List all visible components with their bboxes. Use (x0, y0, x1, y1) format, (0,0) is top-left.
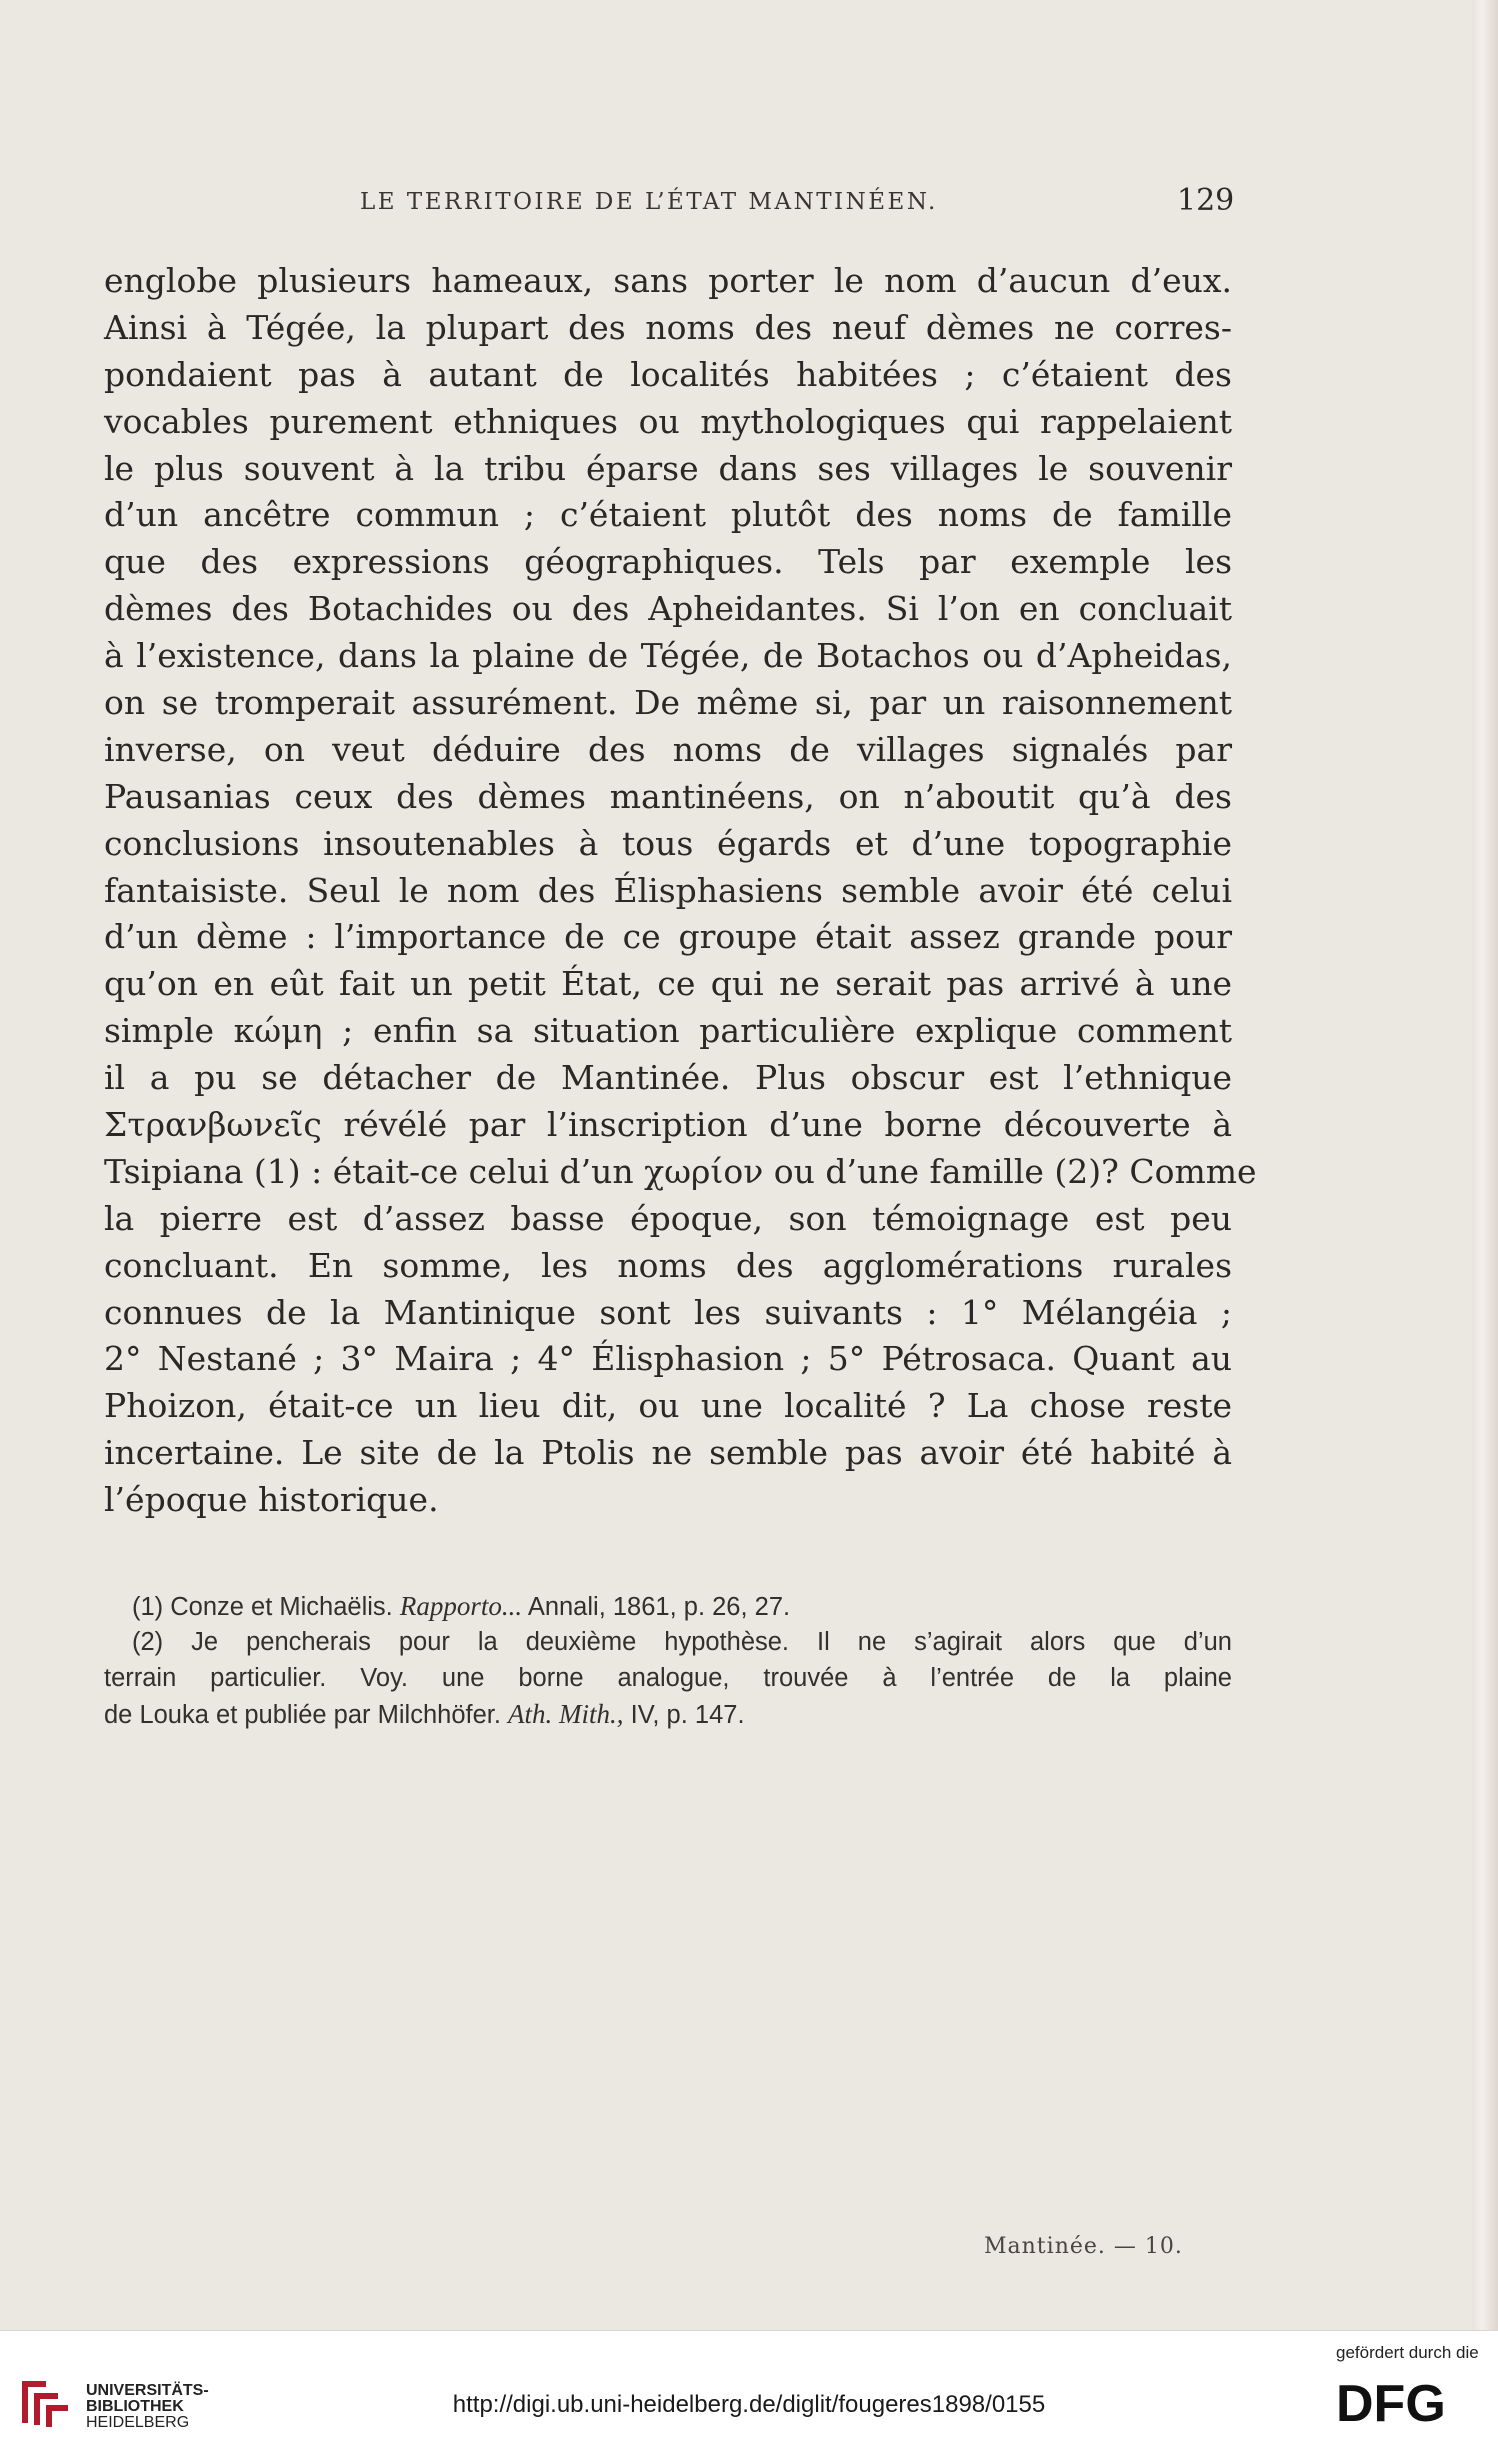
footnote-1-title: Rapporto... (399, 1591, 523, 1621)
text-line: Phoizon, était-ce un lieu dit, ou une localité ? La chose reste (104, 1386, 1232, 1426)
dfg-logo-icon[interactable] (1336, 2375, 1480, 2427)
footnote-1-reference: Annali, 1861, p. 26, 27. (527, 1593, 791, 1621)
footnote-2-line: terrain particulier. Voy. une borne analogue, trouvée à l’entrée de la plaine (104, 1664, 1232, 1692)
text-line: inverse, on veut déduire des noms de villages signalés par (104, 729, 1232, 769)
text-line: conclusions insoutenables à tous égards et d’une topographie (104, 823, 1232, 863)
text-line: englobe plusieurs hameaux, sans porter le nom d’aucun d’eux. (104, 261, 1232, 300)
text-line: simple κώμη ; enfin sa situation particulière explique comment (104, 1011, 1232, 1051)
text-line: que des expressions géographiques. Tels par exemple les (104, 542, 1232, 582)
text-line: la pierre est d’assez basse époque, son témoignage est peu (104, 1198, 1232, 1238)
permalink-url[interactable]: http://digi.ub.uni-heidelberg.de/diglit/fougeres1898/0155 (452, 2391, 1046, 2418)
text-line: pondaient pas à autant de localités habitées ; c’étaient des (104, 354, 1232, 394)
text-line: concluant. En somme, les noms des agglomérations rurales (104, 1245, 1232, 1285)
footer-bar (0, 2330, 1498, 2438)
text-line: vocables purement ethniques ou mythologiques qui rappelaient (104, 401, 1232, 441)
text-line: l’époque historique. (104, 1480, 439, 1520)
text-line: d’un dème : l’importance de ce groupe était assez grande pour (104, 917, 1232, 957)
body-text (104, 258, 1257, 1524)
footnote-2-line: (2) Je pencherais pour la deuxième hypothèse. Il ne s’agirait alors que d’un (132, 1628, 1232, 1656)
funding-caption: gefördert durch die (1336, 2343, 1479, 2362)
printer-signature: Mantinée. — 10. (984, 2234, 1183, 2259)
text-line: Tsipiana (1) : était-ce celui d’un χωρίον ou d’une famille (2)? Comme (104, 1151, 1257, 1191)
footnote-2-title: Ath. Mith., (508, 1699, 624, 1729)
text-line: fantaisiste. Seul le nom des Élisphasiens semble avoir été celui (104, 870, 1232, 910)
text-line: on se tromperait assurément. De même si, par un raisonnement (104, 683, 1232, 723)
text-line: le plus souvent à la tribu éparse dans ses villages le souvenir (104, 448, 1232, 488)
text-line: Ainsi à Tégée, la plupart des noms des neuf dèmes ne corres- (104, 307, 1232, 347)
text-line: connues de la Mantinique sont les suivants : 1° Mélangéia ; (104, 1292, 1232, 1332)
library-name-line: BIBLIOTHEK (86, 2398, 184, 2415)
footnote-2-text: de Louka et publiée par Milchhöfer. (104, 1701, 501, 1729)
text-line: dèmes des Botachides ou des Apheidantes. Si l’on en concluait (104, 589, 1232, 629)
footnote-1-text: (1) Conze et Michaëlis. (132, 1593, 393, 1621)
footnote-1 (104, 1588, 1232, 1624)
text-line: d’un ancêtre commun ; c’étaient plutôt des noms de famille (104, 495, 1232, 535)
library-name-line: UNIVERSITÄTS- (86, 2382, 209, 2399)
footnote-2-reference: IV, p. 147. (630, 1701, 745, 1729)
running-head (0, 183, 1498, 223)
page-number: 129 (1177, 183, 1235, 218)
text-line: il a pu se détacher de Mantinée. Plus obscur est l’ethnique (104, 1058, 1232, 1098)
footnote-2-line (104, 1696, 1232, 1732)
running-title: LE TERRITOIRE DE L’ÉTAT MANTINÉEN. (360, 189, 938, 215)
text-line: Στρανβωνεῖς révélé par l’inscription d’une borne découverte à (104, 1105, 1232, 1145)
text-line: 2° Nestané ; 3° Maira ; 4° Élisphasion ; 5° Pétrosaca. Quant au (104, 1339, 1232, 1379)
footnotes (104, 1588, 1232, 1732)
text-line: à l’existence, dans la plaine de Tégée, de Botachos ou d’Apheidas, (104, 636, 1232, 676)
page-edge (1472, 0, 1498, 2330)
library-name-line: HEIDELBERG (86, 2414, 190, 2431)
text-line: qu’on en eût fait un petit État, ce qui ne serait pas arrivé à une (104, 964, 1232, 1004)
text-line: incertaine. Le site de la Ptolis ne semble pas avoir été habité à (104, 1433, 1232, 1473)
dfg-logo-text: DFG (1336, 2375, 1446, 2427)
text-line: Pausanias ceux des dèmes mantinéens, on n’aboutit qu’à des (104, 776, 1232, 816)
